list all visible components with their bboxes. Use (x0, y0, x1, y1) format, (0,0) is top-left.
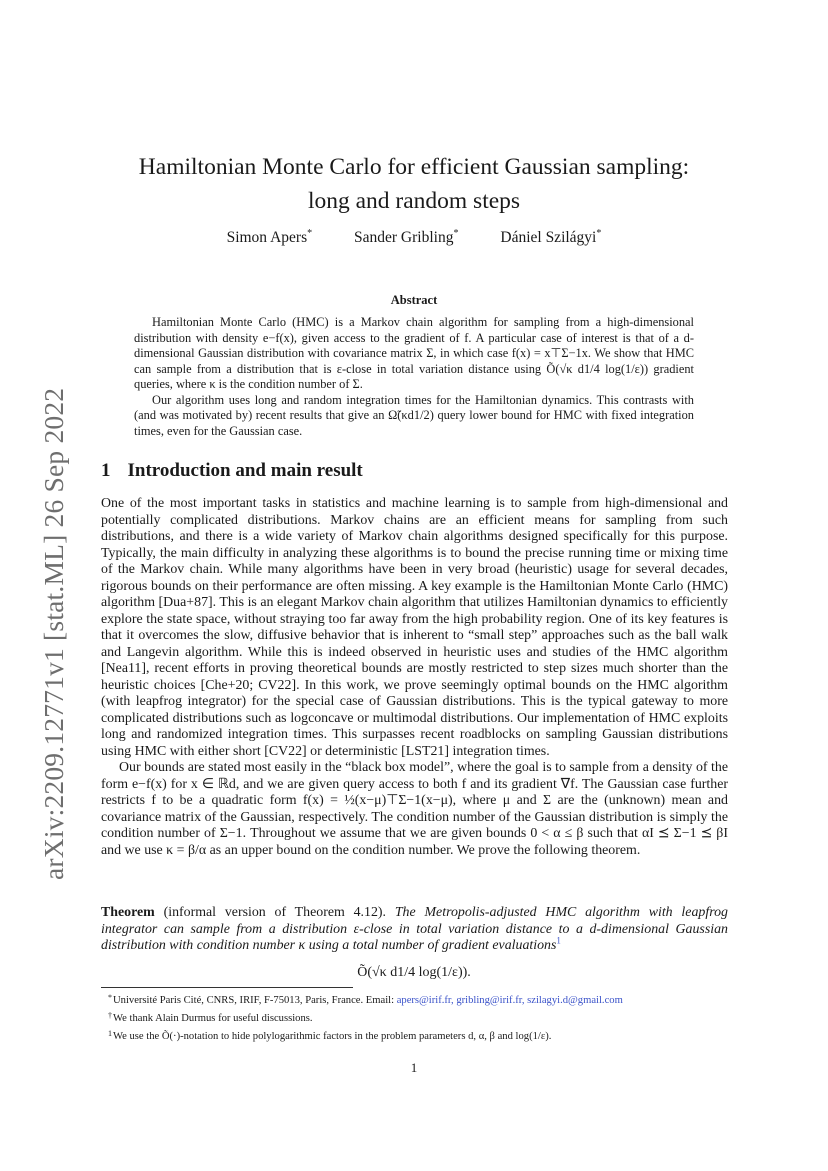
footnote-notation: $^1$We use the Õ(·)-notation to hide polylogarithmic factors in the problem parameters d, α, β and log(1/ε). (108, 1029, 552, 1042)
theorem-qualifier: (informal version of Theorem 4.12). (163, 905, 387, 920)
display-equation: Õ(√κ d1/4 log(1/ε)). (357, 965, 471, 980)
footnotes (108, 990, 736, 1044)
paper-title (0, 150, 828, 218)
author-3: Dániel Szilágyi* (500, 227, 602, 246)
abstract-paragraph-1: Hamiltonian Monte Carlo (HMC) is a Markov chain algorithm for sampling from a high-dimensional distribution with density e−f(x), given access to the gradient of f. A particular case of interest is that of a d-dimensional Gaussian distribution with covariance matrix Σ, in which case f(x) = x⊤Σ−1x. We show that HMC can sample from a distribution that is ε-close in total variation distance using Õ(√κ d1/4 log(1/ε)) gradient queries, where κ is the condition number of Σ. (134, 315, 694, 391)
introduction-body (101, 496, 728, 859)
abstract-paragraph-2: Our algorithm uses long and random integration times for the Hamiltonian dynamics. This contrasts with (and was motivated by) recent results that give an Ω̃(κd1/2) query lower bound for HMC with fixed integration times, even for the Gaussian case. (134, 392, 694, 438)
footnote-link-1[interactable]: 1 (556, 935, 561, 946)
title-line-2: long and random steps (307, 188, 521, 214)
body-paragraph-1: One of the most important tasks in statistics and machine learning is to sample from high-dimensional and potentially complicated distributions. Markov chains are an efficient means for sampling from such distributions, and there is a wide variety of Markov chain algorithms designed specifically for this purpose. Typically, the main difficulty in analyzing these algorithms is to bound the precise running time or mixing time of the Markov chain. While many algorithms have been in very broad (heuristic) usage for several decades, rigorous bounds on their performance are often missing. A key example is the Hamiltonian Monte Carlo (HMC) algorithm [Dua+87]. This is an elegant Markov chain algorithm that utilizes Hamiltonian dynamics to efficiently explore the state space, without straying too far away from the high probability region. One of its key features is that it overcomes the slow, diffusive behavior that is inherent to “small step” approaches such as the ball walk and Langevin algorithm. While this is indeed observed in heuristic uses and studies of the HMC algorithm [Nea11], recent efforts in proving theoretical bounds are mostly restricted to step sizes much shorter than the heuristic choices [Che+20; CV22]. In this work, we prove seemingly optimal bounds on the HMC algorithm (with leapfrog integrator) for the special case of Gaussian distributions. This is the typical gateway to more complicated distributions such as logconcave or multimodal distributions. Our implementation of HMC exploits long and randomized integration times. This surpasses recent roadblocks on sampling Gaussian distributions using HMC with either short [CV22] or deterministic [LST21] integration times. (101, 496, 728, 759)
footnote-divider (101, 987, 353, 988)
section-number: 1 (101, 460, 111, 481)
author-1: Simon Apers* (226, 227, 313, 246)
abstract-heading: Abstract (390, 293, 438, 307)
section-title: Introduction and main result (127, 460, 363, 481)
theorem-statement (101, 905, 728, 955)
page-number: 1 (410, 1060, 418, 1075)
theorem-text: The Metropolis-adjusted HMC algorithm with leapfrog integrator can sample from a distribution ε-close in total variation distance to a d-dimensional Gaussian distribution with condition number κ using a total number of gradient evaluations (101, 905, 728, 953)
email-links[interactable]: apers@irif.fr, gribling@irif.fr, szilagyi.d@gmail.com (396, 995, 623, 1006)
arxiv-identifier-stamp: arXiv:2209.12771v1 [stat.ML] 26 Sep 2022 (38, 387, 69, 880)
author-list (0, 229, 828, 247)
theorem-label: Theorem (101, 905, 155, 920)
body-paragraph-2: Our bounds are stated most easily in the “black box model”, where the goal is to sample from a density of the form e−f(x) for x ∈ ℝd, and we are given query access to both f and its gradient ∇f. The Gaussian case further restricts f to be a quadratic form f(x) = ½(x−μ)⊤Σ−1(x−μ), where μ and Σ are the (unknown) mean and covariance matrix of the Gaussian, respectively. The condition number of the Gaussian distribution is simply the condition number of Σ−1. Throughout we assume that we are given bounds 0 < α ≤ β such that αI ⪯ Σ−1 ⪯ βI and we use κ = β/α as an upper bound on the condition number. We prove the following theorem. (101, 760, 728, 858)
section-heading (101, 460, 363, 482)
footnote-thanks: †We thank Alain Durmus for useful discussions. (108, 1011, 313, 1024)
abstract-text (134, 315, 694, 439)
title-line-1: Hamiltonian Monte Carlo for efficient Gaussian sampling: (138, 154, 690, 180)
author-2: Sander Gribling* (354, 227, 459, 246)
footnote-affiliation: *Université Paris Cité, CNRS, IRIF, F-75013, Paris, France. Email: apers@irif.fr, gribling@irif.fr, szilagyi.d@gmail.com (108, 993, 623, 1006)
